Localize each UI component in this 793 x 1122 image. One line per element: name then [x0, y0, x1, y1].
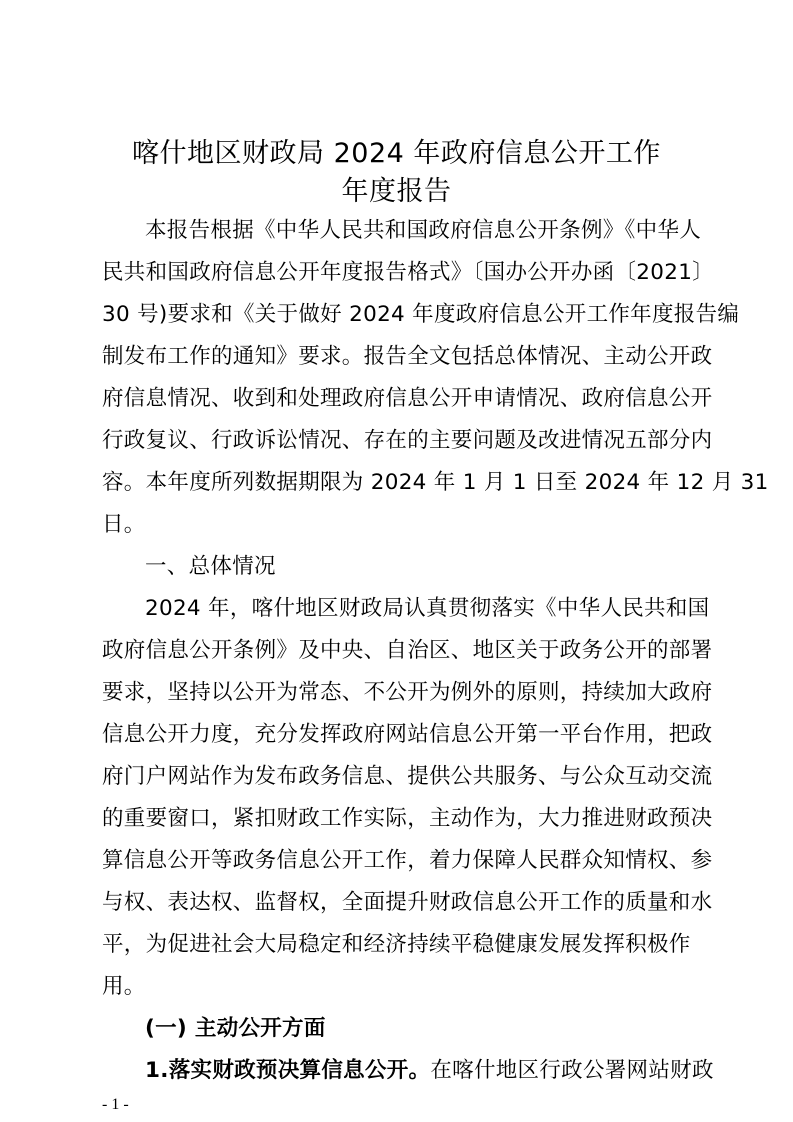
page-number: - 1 - — [102, 1096, 129, 1113]
intro-line: 民共和国政府信息公开年度报告格式》〔国办公开办函〔2021〕 — [102, 260, 714, 285]
section1-line: 的重要窗口，紧扣财政工作实际，主动作为，大力推进财政预决 — [102, 806, 713, 831]
intro-line: 日。 — [102, 512, 146, 537]
item1-line — [145, 1056, 714, 1086]
section1-line: 2024 年，喀什地区财政局认真贯彻落实《中华人民共和国 — [145, 596, 710, 621]
section-heading: 一、总体情况 — [145, 554, 276, 579]
section1-line: 用。 — [102, 974, 146, 999]
intro-line: 30 号)要求和《关于做好 2024 年度政府信息公开工作年度报告编 — [102, 302, 740, 327]
item1-text: 在喀什地区行政公署网站财政 — [430, 1058, 714, 1083]
section1-line: 与权、表达权、监督权，全面提升财政信息公开工作的质量和水 — [102, 890, 713, 915]
document-title-line1: 喀什地区财政局 2024 年政府信息公开工作 — [132, 138, 661, 169]
section1-line: 政府信息公开条例》及中央、自治区、地区关于政务公开的部署 — [102, 638, 713, 663]
intro-line: 制发布工作的通知》要求。报告全文包括总体情况、主动公开政 — [102, 344, 713, 369]
section1-line: 信息公开力度，充分发挥政府网站信息公开第一平台作用，把政 — [102, 722, 713, 747]
intro-line: 行政复议、行政诉讼情况、存在的主要问题及改进情况五部分内 — [102, 428, 713, 453]
section1-line: 要求，坚持以公开为常态、不公开为例外的原则，持续加大政府 — [102, 680, 713, 705]
intro-line: 容。本年度所列数据期限为 2024 年 1 月 1 日至 2024 年 12 月 31 — [102, 470, 769, 495]
intro-line: 府信息情况、收到和处理政府信息公开申请情况、政府信息公开 — [102, 386, 713, 411]
intro-line: 本报告根据《中华人民共和国政府信息公开条例》《中华人 — [145, 218, 702, 243]
subsection-heading: (一) 主动公开方面 — [145, 1016, 326, 1041]
item1-bold-lead: 1.落实财政预决算信息公开。 — [145, 1058, 431, 1083]
section1-line: 算信息公开等政务信息公开工作，着力保障人民群众知情权、参 — [102, 848, 713, 873]
document-title-line2: 年度报告 — [341, 176, 452, 207]
section1-line: 府门户网站作为发布政务信息、提供公共服务、与公众互动交流 — [102, 764, 713, 789]
section1-line: 平，为促进社会大局稳定和经济持续平稳健康发展发挥积极作 — [102, 932, 691, 957]
